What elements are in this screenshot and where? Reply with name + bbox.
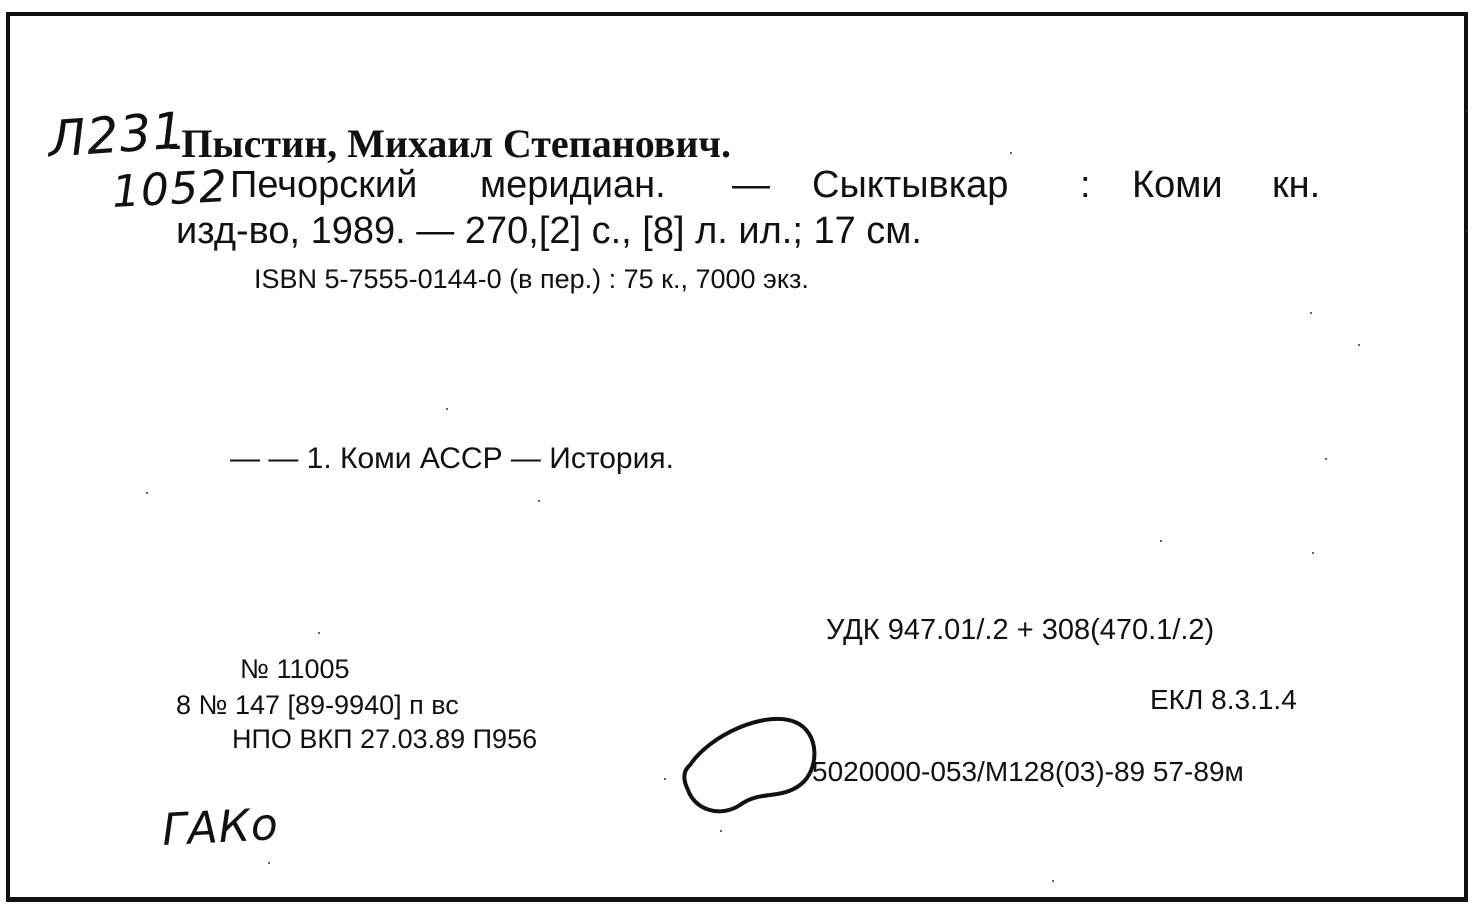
- publication-details: изд-во, 1989. — 270,[2] с., [8] л. ил.; 17 см.: [176, 210, 922, 252]
- hand-drawn-circle: [670, 710, 830, 840]
- call-number-bottom: 1052: [110, 161, 230, 219]
- speck: [1466, 230, 1468, 232]
- title-word-komi: Коми: [1132, 164, 1223, 206]
- speck: [1466, 110, 1468, 112]
- speck: [538, 500, 540, 502]
- udk-index: УДК 947.01/.2 + 308(470.1/.2): [826, 614, 1215, 646]
- call-number-top: Л231: [46, 101, 187, 169]
- speck: [1325, 458, 1327, 460]
- speck: [446, 408, 448, 410]
- title-word-pechorsky: Печорский: [230, 164, 418, 206]
- speck: [1010, 152, 1012, 154]
- subject-heading: — — 1. Коми АССР — История.: [230, 442, 674, 475]
- speck: [1160, 540, 1162, 542]
- publisher-code: 5020000-053/М128(03)-89 57-89м: [812, 756, 1244, 787]
- producer-line: НПО ВКП 27.03.89 П956: [232, 724, 538, 754]
- speck: [318, 632, 320, 634]
- speck: [268, 862, 270, 864]
- isbn-line: ISBN 5-7555-0144-0 (в пер.) : 75 к., 7000 экз.: [254, 264, 809, 294]
- title-colon: :: [1080, 164, 1091, 206]
- speck: [1358, 344, 1360, 346]
- archive-mark: ГАКо: [160, 798, 281, 857]
- print-info: 8 № 147 [89-9940] п вс: [176, 690, 459, 720]
- speck: [720, 830, 722, 832]
- speck: [1052, 880, 1054, 882]
- title-word-syktyvkar: Сыктывкар: [812, 164, 1009, 206]
- speck: [664, 778, 666, 780]
- speck: [1310, 312, 1312, 314]
- title-word-meridian: меридиан.: [480, 164, 666, 206]
- author-heading: -Пыстин, Михаил Степанович.: [168, 121, 731, 166]
- title-dash: —: [732, 164, 770, 206]
- speck: [146, 492, 148, 494]
- speck: [1312, 552, 1314, 554]
- ekl-index: ЕКЛ 8.3.1.4: [1150, 684, 1297, 715]
- order-number: № 11005: [240, 654, 350, 684]
- title-word-kn: кн.: [1272, 164, 1321, 206]
